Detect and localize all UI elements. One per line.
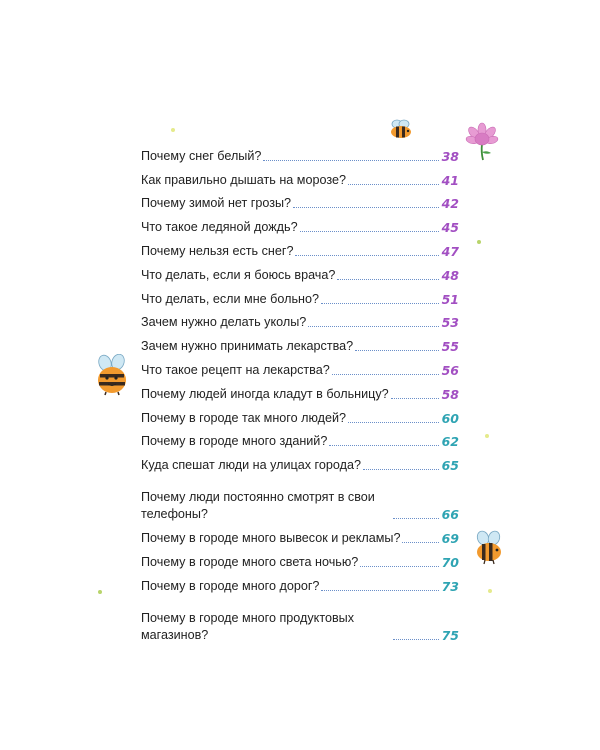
toc-entry-page: 73 [441,578,459,594]
dot-leader [360,566,439,567]
toc-entry-title: Почему в городе много света ночью? [141,554,359,569]
decorative-dot [485,434,489,438]
dot-leader [263,160,439,161]
toc-entry-page: 55 [441,339,459,355]
toc-entry-title: Что такое ледяной дождь? [141,220,298,235]
toc-entry[interactable] [141,523,459,547]
dot-leader [348,184,439,185]
dot-leader [337,279,439,280]
toc-entry[interactable] [141,331,459,355]
toc-entry-page: 42 [441,196,459,212]
toc-entry-page: 47 [441,243,459,259]
toc-entry-page: 66 [441,507,459,523]
toc-entry[interactable] [141,379,459,403]
dot-leader [393,518,439,519]
toc-entry[interactable] [141,236,459,260]
toc-entry-title: Зачем нужно принимать лекарства? [141,339,354,354]
dot-leader [293,207,439,208]
toc-entry-page: 58 [441,386,459,402]
toc-entry[interactable] [141,212,459,236]
toc-entry[interactable] [141,189,459,213]
toc-entry-page: 62 [441,434,459,450]
toc-entry-page: 65 [441,458,459,474]
toc-entry[interactable] [141,165,459,189]
dot-leader [393,639,439,640]
toc-entry-page: 45 [441,220,459,236]
toc-entry[interactable] [141,141,459,165]
dot-leader [321,303,439,304]
dot-leader [348,422,439,423]
dot-leader [308,326,439,327]
toc-entry-title: Что делать, если я боюсь врача? [141,267,336,282]
toc-entry-title: Почему нельзя есть снег? [141,243,294,258]
toc-entry-page: 51 [441,291,459,307]
toc-entry-page: 56 [441,362,459,378]
toc-entry-page: 41 [441,172,459,188]
toc-entry[interactable] [141,595,459,644]
decorative-dot [171,128,175,132]
bee-icon [388,118,414,140]
toc-entry-title: Почему людей иногда кладут в больницу? [141,386,389,401]
toc-entry-page: 48 [441,267,459,283]
dot-leader [355,350,439,351]
table-of-contents [141,141,459,644]
toc-entry-title: Почему в городе много продуктовых магазинов? [141,610,354,642]
decorative-dot [98,590,102,594]
toc-entry-page: 60 [441,410,459,426]
toc-entry-title: Почему зимой нет грозы? [141,196,292,211]
toc-entry-page: 75 [441,627,459,643]
dot-leader [363,469,439,470]
bee-icon [94,354,130,396]
toc-entry-title: Почему в городе так много людей? [141,410,347,425]
toc-entry-title: Почему люди постоянно смотрят в свои телефоны? [141,490,375,522]
decorative-dot [488,589,492,593]
dot-leader [321,590,439,591]
toc-entry[interactable] [141,547,459,571]
dot-leader [300,231,439,232]
toc-entry-title: Зачем нужно делать уколы? [141,315,307,330]
toc-entry-title: Как правильно дышать на морозе? [141,172,346,187]
toc-entry-page: 69 [441,530,459,546]
toc-entry[interactable] [141,355,459,379]
toc-entry-title: Что такое рецепт на лекарства? [141,362,330,377]
toc-entry-title: Почему в городе много зданий? [141,434,328,449]
toc-entry[interactable] [141,308,459,332]
bee-icon [473,530,505,566]
toc-entry-title: Что делать, если мне больно? [141,291,319,306]
dot-leader [402,542,439,543]
decorative-dot [477,240,481,244]
dot-leader [329,445,439,446]
toc-entry[interactable] [141,427,459,451]
toc-entry[interactable] [141,284,459,308]
toc-entry-title: Куда спешат люди на улицах города? [141,458,361,473]
toc-entry-title: Почему снег белый? [141,148,262,163]
toc-entry[interactable] [141,260,459,284]
toc-entry-title: Почему в городе много дорог? [141,578,320,593]
toc-entry[interactable] [141,403,459,427]
toc-entry-page: 53 [441,315,459,331]
toc-entry-title: Почему в городе много вывесок и рекламы? [141,530,401,545]
dot-leader [332,374,439,375]
toc-entry[interactable] [141,571,459,595]
dot-leader [295,255,439,256]
toc-entry-page: 38 [441,148,459,164]
toc-entry-page: 70 [441,554,459,570]
clover-flower-icon [465,122,499,162]
toc-entry[interactable] [141,474,459,523]
toc-entry[interactable] [141,450,459,474]
dot-leader [391,398,439,399]
